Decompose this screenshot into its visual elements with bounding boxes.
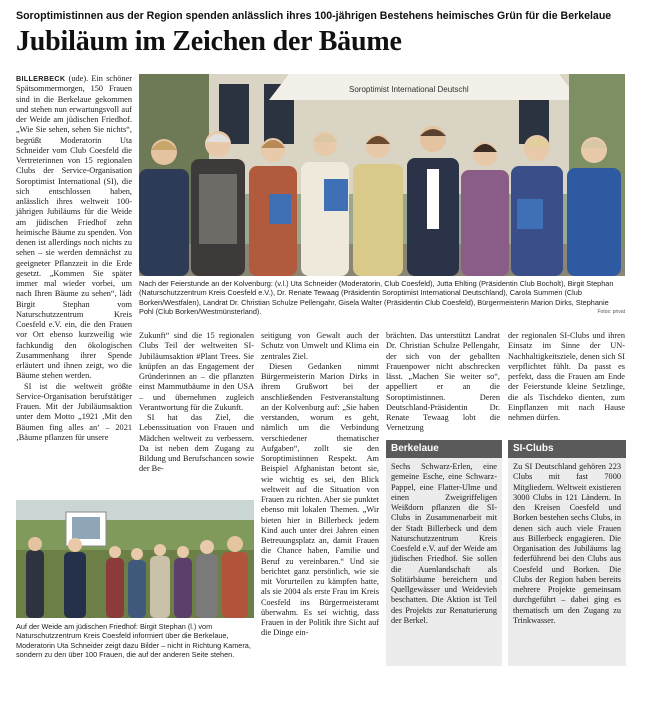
photo-credit: Fotos: privat: [597, 309, 625, 315]
column-1-text-2: SI ist die weltweit größte Service-Organisation berufstätiger Frauen. Mit der Jubiläumsaktion unter dem Motto „1921 ‚Mit den Bäumen fing alles an‘ – 2021 ‚Bäume pflanzen für unsere: [16, 381, 132, 442]
info-box-si-clubs-text: Zu SI Deutschland gehören 223 Clubs mit fast 7000 Mitgliedern. Weltweit existieren 3000 Clubs in 121 Ländern. In den Kreisen Coesfeld und Borken bestehen sechs Clubs, in denen sich auch viele Frauen aus Billerbeck engagieren. Die Organisation des Jubiläums lag federführend bei den Clubs aus Coesfeld und Borken. Die Clubs der Region haben bereits mehrere Projekte gemeinsam durchgeführt – dabei ging es thematisch um den Zugang zu Trinkwasser.: [513, 462, 621, 625]
article-column-4: [386, 331, 500, 434]
meadow-photo: [16, 500, 254, 618]
group-photo: [139, 74, 625, 276]
dateline: BILLERBECK: [16, 74, 66, 83]
article-headline: Jubiläum im Zeichen der Bäume: [16, 26, 402, 57]
column-3-text: seitigung von Gewalt auch der Schutz von Umwelt und Klima ein zentrales Ziel.: [261, 331, 379, 361]
info-box-berkelaue: [386, 440, 502, 666]
article-kicker: Soroptimistinnen aus der Region spenden anlässlich ihres 100-jährigen Bestehens heimisches Grün für die Berkelaue: [16, 10, 612, 22]
column-3-text-2: Diesen Gedanken nimmt Bürgermeisterin Marion Dirks in ihrem Grußwort bei der anschließenden Festveranstaltung an der Kolvenburg auf: „Sie haben verstanden, worum es geht, nämlich um die Verbindung verschiedener thematischer Aufgaben“, zollt sie den Soroptimistinnen Respekt. Am Beispiel Afghanistan betont sie, wie wichtig es sei, den Blick weltweit auf die Situation von Frauen zu richten. Aber sie punktet ebenso mit lokalen Themen. „Wir bieten hier in Billerbeck jedem Kind auch unter drei Jahren einen Betreuungsplatz an, damit Frauen die Chance haben, Familie und Beruf zu vereinbaren.“ Und sie berichtet ganz persönlich, wie sie mit Vorurteilen zu kämpfen hatte, als sie 2004 als erste Frau im Kreis Coesfeld ins Bürgermeisteramt überwahm. Es sei wichtig, dass Frauen in der Politik ihre Sicht auf die Dinge ein-: [261, 361, 379, 638]
info-box-berkelaue-text: Sechs Schwarz-Erlen, eine gemeine Esche, eine Schwarz-Pappel, eine Flatter-Ulme und einen Zweigriffeligen Weißdorn pflanzen die SI-Clubs in Zusammenarbeit mit der Stadt Billerbeck und dem Naturschutzzentrum Kreis Coesfeld e.V. auf der Weide am jüdischen Friedhof. Sie sollen die Auenlandschaft als Solitärbäume bereichern und Quellgewässer und Weidevieh beschatten. Die Aktion ist Teil des Projekts zur Renaturierung der Berkel.: [391, 462, 497, 625]
info-box-si-clubs-title: SI-Clubs: [508, 440, 626, 458]
people-group: [139, 126, 621, 276]
info-box-berkelaue-title: Berkelaue: [386, 440, 502, 458]
column-4-text: brächten. Das unterstützt Landrat Dr. Christian Schulze Pellengahr, der sich von der geballten Frauenpower nicht abschrecken lässt. „Machen Sie weiter so“, appelliert er an die Soroptimistinnen. Deren Deutschland-Präsidentin Dr. Renate Tewaag lobt die Vernetzung: [386, 331, 500, 433]
meadow-photo-caption: Auf der Weide am jüdischen Friedhof: Birgit Stephan (l.) vom Naturschutzzentrum Kreis Coesfeld informiert über die Berkelaue, Moderatorin Uta Schneider zeigt dazu Bilder – nicht in Richtung Kamera, sondern zu den über 100 Frauen, die auf der anderen Seite stehen.: [16, 622, 251, 659]
article-column-1: [16, 74, 132, 443]
group-photo-image: [139, 74, 625, 276]
column-2-text-2: SI hat das Ziel, die Lebenssituation von Frauen und Mädchen weltweit zu verbessern. Da ist neben dem Zugang zu Bildung und Berufschancen sowie der Be-: [139, 413, 254, 474]
column-1-text: (ude). Ein schöner Spätsommermorgen, 150 Frauen sind in die Berkelaue gekommen und stehen nun erwartungsvoll auf der Weide am jüdischen Friedhof. „Wie Sie sehen, sehen Sie nichts“, begrüßt Moderatorin Uta Schneider vom Club Coesfeld die Vertreterinnen von 15 regionalen Clubs der Service-Organisation Soroptimist International (SI), die sich entschlossen haben, anlässlich ihres weltweit 100-jährigen Jubiläums für die Weide am jüdischen Friedhof zehn heimische Bäume zu spenden. Von denen ist allerdings noch nichts zu sehen – sie werden demnächst zu geeigneter Pflanzzeit in die Erde gesetzt. „Kommen Sie später immer mal wieder vorbei, um nach Ihren Bäume zu sehen“, lädt Birgit Stephan vom Naturschutzzentrum Kreis Coesfeld e.V. ein, die den Frauen vor Ort ebenso kurzweilig wie fachkundig den ökologischen Zusammenhang ihrer Spende erläutert und ihnen zeigt, wo die Bäume stehen werden.: [16, 74, 132, 381]
group-photo-caption: Nach der Feierstunde an der Kolvenburg: (v.l.) Uta Schneider (Moderatorin, Club Coesfeld), Jutta Ehlting (Präsidentin Club Bocholt), Birgit Stephan (Naturschutzzentrum Kreis Coesfeld e.V.), Dr. Renate Tewaag (Präsidentin Soroptimist International Deutschland), Carola Summen (Club Borken/Westfalen), Landrat Dr. Christian Schulze Pellengahr, Gisela Walter (Präsidentin Club Coesfeld), Bürgermeisterin Marion Dirks, Stephanie Pohl (Club Borken/Westmünsterland).: [139, 279, 614, 316]
banner-text: Soroptimist International Deutschl: [349, 85, 469, 94]
column-2-text: Zukunft“ sind die 15 regionalen Clubs Teil der weltweiten SI-Jubiläumsaktion #Plant Trees. Sie knüpfen an das Engagement der Gründerinnen an – die pflanzten einst Mammutbäume in den USA – und übernehmen zugleich Verantwortung für die Zukunft.: [139, 331, 254, 412]
article-column-5: [508, 331, 625, 423]
column-5-text: der regionalen SI-Clubs und ihren Einsatz im Sinne der UN-Nachhaltigkeitsziele, denen sich SI verpflichtet fühlt. Da passt es perfekt, dass die Frauen am Ende der Feierstunde kleine Setzlinge, die als Tischdeko dienten, zum Einpflanzen mit nach Hause nehmen dürfen.: [508, 331, 625, 422]
info-box-si-clubs: [508, 440, 626, 666]
article-column-3: [261, 331, 379, 639]
meadow-photo-image: [16, 500, 254, 618]
article-column-2: [139, 331, 254, 475]
